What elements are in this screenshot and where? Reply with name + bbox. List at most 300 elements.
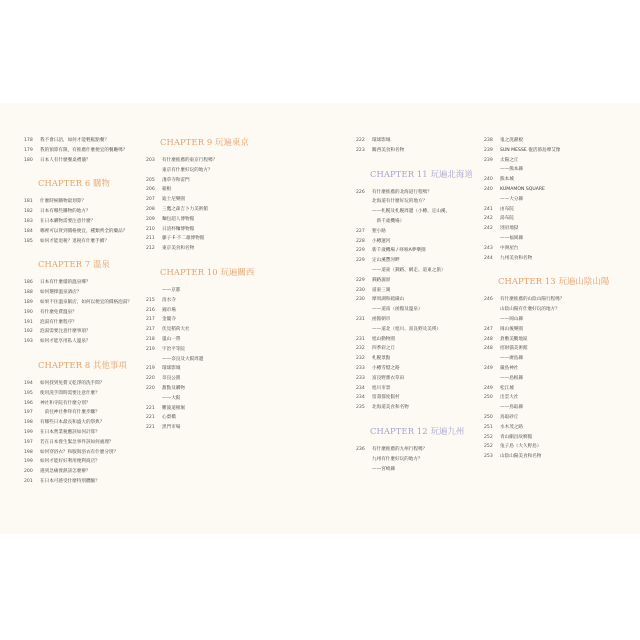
toc-entry-text: 麵包超人博物館 [162, 216, 195, 222]
toc-entry [356, 266, 474, 276]
toc-page-number: 188 [24, 290, 33, 296]
toc-entry [356, 374, 474, 384]
toc-page-number: 248 [484, 346, 493, 352]
toc-entry [24, 227, 142, 237]
toc-page-number: 198 [24, 420, 33, 426]
toc-page-number: 234 [356, 395, 365, 401]
toc-page-number: 251 [484, 424, 493, 430]
toc-entry-text: 有什麼推薦的東京行程嗎？ [162, 158, 218, 163]
toc-page-number: 215 [146, 297, 155, 303]
toc-entry-text: 我的預算有限，有推薦什麼便宜的餐廳嗎？ [40, 147, 128, 153]
toc-entry [24, 278, 142, 288]
toc-entry-text: 新千歲機場 / 哆啦A夢樂園 [372, 248, 426, 254]
toc-entry [356, 237, 474, 247]
toc-entry [24, 438, 142, 448]
toc-entry [146, 384, 264, 394]
toc-page-number: 230 [356, 287, 365, 293]
toc-entry [146, 394, 264, 404]
toc-entry [146, 234, 264, 244]
toc-entry-text: 青山剛昌故鄉館 [500, 434, 533, 440]
toc-page-number: 222 [356, 138, 365, 143]
toc-entry-text: 有什麼推薦的山陰山陽行程嗎？ [500, 297, 565, 303]
toc-entry [484, 146, 602, 156]
toc-entry [146, 335, 264, 345]
chapter-11-heading: CHAPTER 11 玩遍北海道 [370, 168, 473, 179]
toc-entry-text: 日本有哪些購物的地方？ [40, 209, 91, 215]
toc-entry-text: 富良野薰衣草田 [372, 375, 405, 381]
toc-entry [146, 286, 264, 296]
toc-entry-text: 甜點及購物 [162, 385, 185, 391]
toc-entry [484, 195, 602, 205]
toc-entry [24, 477, 142, 487]
toc-entry [356, 465, 474, 475]
toc-entry [484, 315, 602, 325]
toc-page-number: 178 [24, 138, 33, 143]
toc-entry [146, 374, 264, 384]
toc-page-number: 198 [24, 449, 33, 455]
toc-entry [484, 305, 602, 315]
toc-page-number: 219 [146, 366, 155, 372]
toc-entry-text: 倉敷美觀地區 [500, 336, 528, 342]
toc-entry [484, 254, 602, 264]
toc-page-number: 189 [24, 299, 33, 305]
toc-entry [356, 344, 474, 354]
toc-entry [356, 305, 474, 315]
toc-page-number: 218 [146, 336, 155, 342]
toc-entry [356, 455, 474, 465]
toc-page-number: 238 [484, 138, 493, 143]
toc-entry [146, 306, 264, 316]
toc-entry [24, 156, 142, 166]
toc-page-number: 223 [356, 147, 365, 153]
toc-entry [24, 428, 142, 438]
toc-page-number: 183 [24, 218, 33, 224]
toc-entry [484, 354, 602, 364]
toc-entry-text: 嵐山一帶 [162, 336, 181, 342]
toc-entry-text: ——札幌及札幌周邊（小樽、定山溪、 [372, 209, 451, 215]
toc-entry [24, 217, 142, 227]
toc-page-number: 199 [24, 429, 33, 435]
toc-group-6-end [24, 136, 142, 165]
toc-entry-text: 什麼時候購物最划算？ [40, 199, 86, 205]
toc-entry [24, 448, 142, 458]
toc-entry [484, 374, 602, 384]
toc-entry-text: ——鳥取縣 [500, 405, 523, 411]
toc-page-number: 240 [484, 177, 493, 183]
toc-entry [484, 433, 602, 443]
toc-page-number: 239 [484, 157, 493, 163]
toc-page-number: 229 [356, 277, 365, 283]
toc-page-number: 205 [146, 177, 155, 183]
toc-entry [356, 295, 474, 305]
toc-entry [146, 205, 264, 215]
toc-entry [484, 364, 602, 374]
toc-entry-text: 藤子·F·不二雄博物館 [162, 236, 205, 242]
toc-entry [484, 165, 602, 175]
toc-entry-text: 松江城 [500, 385, 514, 391]
toc-page-number: 182 [24, 209, 33, 215]
toc-page-number: 220 [146, 385, 155, 391]
toc-page-number: 220 [146, 376, 155, 382]
toc-entry [356, 217, 474, 227]
toc-entry [356, 384, 474, 394]
toc-entry-text: 泡湯有什麼程序？ [40, 319, 77, 325]
toc-entry-text: 如何選擇溫泉酒店？ [40, 290, 82, 296]
toc-entry-text: 日本人有什麼餐桌禮儀？ [40, 157, 91, 163]
toc-page-number: 191 [24, 319, 33, 325]
toc-entry-text: 如何穿浴衣？和服與浴衣有什麼分別？ [40, 449, 119, 455]
toc-entry-text: 由布院 [500, 206, 514, 212]
toc-page-number: 217 [146, 327, 155, 333]
toc-entry [146, 215, 264, 225]
toc-entry-text: 如何才能享用私人溫泉？ [40, 339, 91, 345]
toc-entry [356, 364, 474, 374]
toc-page-number: 184 [24, 228, 33, 234]
toc-page-number: 221 [146, 405, 155, 411]
toc-entry-text: 岡山後樂園 [500, 326, 523, 332]
toc-entry [146, 244, 264, 254]
toc-entry-text: ——福岡縣 [500, 235, 523, 241]
toc-page-number: 193 [24, 339, 33, 345]
toc-page-number: 217 [146, 317, 155, 323]
toc-page-number: 233 [356, 375, 365, 381]
toc-entry [24, 308, 142, 318]
toc-entry-text: 如何才能好好利用便利商店？ [40, 459, 100, 465]
toc-entry [146, 364, 264, 374]
toc-entry-text: 難波道頓堀 [162, 405, 185, 411]
toc-entry-text: 鳥取砂丘 [500, 414, 519, 420]
toc-group-chapter-13 [484, 295, 602, 462]
toc-entry [24, 237, 142, 247]
toc-entry-text: 九州有什麼好玩的地方？ [372, 456, 423, 462]
toc-entry-text: 札幌景點 [372, 356, 391, 362]
toc-entry [484, 393, 602, 403]
toc-entry-text: 北海道有什麼好玩的地方？ [372, 199, 428, 205]
toc-entry [146, 156, 264, 166]
toc-entry-text: 金閣寺 [162, 317, 176, 323]
toc-entry [484, 156, 602, 166]
toc-page-number: 185 [24, 238, 33, 244]
toc-group-chapter-12 [356, 445, 474, 474]
toc-entry [484, 185, 602, 195]
toc-page-number: 186 [24, 280, 33, 286]
toc-page-number: 208 [146, 206, 155, 212]
toc-entry [24, 327, 142, 337]
toc-entry [356, 197, 474, 207]
toc-entry-text: 在日本購物需要注意什麼？ [40, 218, 96, 224]
toc-entry [356, 393, 474, 403]
toc-entry-text: 日清杯麵博物館 [162, 226, 195, 232]
toc-entry-text: 淺草寺和雷門 [162, 177, 190, 183]
toc-page-number: 190 [24, 309, 33, 315]
toc-entry-text: ——大分縣 [500, 196, 523, 202]
toc-column-2 [146, 136, 264, 433]
toc-entry [356, 403, 474, 413]
toc-page-number: 229 [356, 248, 365, 254]
toc-page-number: 247 [484, 326, 493, 332]
toc-entry [356, 335, 474, 345]
toc-page-number: 196 [24, 400, 33, 406]
toc-entry-text: 奈良公園 [162, 376, 181, 382]
toc-entry-text: 出雲大社 [500, 395, 519, 401]
toc-page-number: 248 [484, 336, 493, 342]
toc-entry [24, 467, 142, 477]
toc-page-number: 197 [24, 439, 33, 445]
toc-page-number: 229 [356, 258, 365, 264]
toc-entry-text: 宇治平等院 [162, 346, 185, 352]
toc-entry-text: KUMAMON SQUARE [500, 186, 545, 192]
toc-entry [356, 286, 474, 296]
toc-entry [356, 207, 474, 217]
toc-page-number: 252 [484, 444, 493, 450]
toc-page-number: 180 [24, 157, 33, 163]
toc-entry [484, 384, 602, 394]
chapter-9-heading: CHAPTER 9 玩遍東京 [160, 137, 249, 147]
toc-entry-text: 北海道美食和名物 [372, 405, 409, 411]
toc-page-number: 246 [484, 297, 493, 303]
toc-entry-text: ——道北（旭川、富良野及美瑛） [372, 326, 441, 332]
toc-entry-text: 三鷹之森吉卜力美術館 [162, 206, 208, 212]
toc-page-number: 244 [484, 255, 493, 261]
toc-page-number: 242 [484, 226, 493, 232]
toc-page-number: 216 [146, 307, 155, 313]
toc-entry [146, 325, 264, 335]
toc-page-number: 249 [484, 385, 493, 391]
toc-entry-text: 摩周湖和硫磺山 [372, 297, 405, 303]
toc-entry-text: 黑門市場 [162, 425, 181, 431]
toc-page-number: 253 [484, 454, 493, 460]
toc-entry-text: 泡湯需要注意什麼事項？ [40, 329, 91, 335]
toc-entry-text: 別府地獄 [500, 226, 519, 232]
toc-entry [24, 288, 142, 298]
toc-entry-text: ——大阪 [162, 395, 181, 401]
toc-entry-text: 關西美食和名物 [372, 147, 405, 153]
toc-group-chapter-9 [146, 156, 264, 254]
toc-entry-text: 迪士尼樂園 [162, 197, 185, 203]
toc-entry [356, 188, 474, 198]
toc-entry [24, 379, 142, 389]
toc-entry [146, 404, 264, 414]
toc-entry [356, 325, 474, 335]
toc-page-number: 236 [356, 446, 365, 452]
toc-entry [146, 315, 264, 325]
toc-entry-text: 心齋橋 [162, 415, 176, 421]
toc-entry [24, 298, 142, 308]
toc-entry-text: ——奈良及大阪周邊 [162, 356, 204, 362]
toc-group-chapter-6 [24, 197, 142, 246]
toc-entry-text: 在日本營業稅應該如何計算？ [40, 429, 100, 435]
toc-entry-text: ——島根縣 [500, 375, 523, 381]
toc-group-chapter-10-end [356, 136, 474, 156]
toc-entry [24, 337, 142, 347]
toc-entry-text: ——道南（函館及溫泉） [372, 307, 423, 313]
toc-page-number: 235 [356, 405, 365, 411]
toc-entry-text: 有什麼免費溫泉？ [40, 309, 77, 315]
toc-entry-text: 如何才能退稅？退稅有什麼手續？ [40, 238, 109, 244]
toc-page-number: 195 [24, 390, 33, 396]
toc-entry [146, 176, 264, 186]
toc-entry [484, 244, 602, 254]
toc-entry [484, 214, 602, 224]
toc-entry [146, 296, 264, 306]
toc-entry [484, 452, 602, 462]
toc-entry-text: 定山溪豐河畔 [372, 258, 400, 264]
toc-group-chapter-7 [24, 278, 142, 347]
toc-entry-text: 鬼之洗濯板 [500, 138, 523, 143]
toc-page-number: 192 [24, 329, 33, 335]
toc-entry-text: 有哪些日本最長和盛大的祭典？ [40, 420, 105, 426]
chapter-6-heading: CHAPTER 6 購物 [38, 178, 111, 189]
toc-entry [146, 166, 264, 176]
toc-page-number: 232 [356, 356, 365, 362]
toc-entry-text: 招財貓美術館 [500, 346, 528, 352]
toc-entry-text: 小樽雪燈之路 [372, 365, 400, 371]
toc-group-chapter-8 [24, 379, 142, 487]
chapter-10-heading: CHAPTER 10 玩遍關西 [160, 266, 255, 277]
toc-page-number: 194 [24, 380, 33, 386]
toc-entry-text: 山陰山陽美食和名物 [500, 454, 542, 460]
toc-entry-text: 有什麼推薦的北海道行程嗎？ [372, 189, 432, 195]
toc-entry-text: ——岡山縣 [500, 316, 523, 322]
toc-entry-text: 環球影城 [372, 138, 391, 143]
toc-entry [146, 345, 264, 355]
toc-entry-text: 哪裡可以買到價格便宜，種類齊全的藥品？ [40, 228, 128, 234]
toc-entry [24, 146, 142, 156]
toc-page-number: 221 [146, 425, 155, 431]
toc-page-number: 201 [24, 478, 33, 484]
toc-page-number: 231 [356, 316, 365, 322]
toc-entry [356, 354, 474, 364]
toc-entry [24, 389, 142, 399]
toc-entry [24, 418, 142, 428]
toc-entry [146, 225, 264, 235]
toc-entry [24, 318, 142, 328]
toc-group-chapter-11 [356, 188, 474, 413]
toc-entry [24, 207, 142, 217]
toc-page-number: 219 [146, 346, 155, 352]
toc-entry [356, 146, 474, 156]
book-spread [0, 103, 640, 534]
toc-entry-text: 環球影城 [162, 366, 181, 372]
toc-entry-text: ——廣島縣 [500, 356, 523, 362]
toc-entry [24, 457, 142, 467]
toc-entry [484, 234, 602, 244]
toc-entry-text: 遇到急痛發熱該怎麼辦？ [40, 469, 91, 475]
toc-page-number: 179 [24, 147, 33, 153]
toc-page-number: 243 [484, 245, 493, 251]
toc-column-3 [356, 136, 474, 474]
toc-entry [146, 423, 264, 433]
toc-entry [146, 413, 264, 423]
toc-entry-text: 太陽之丘 [500, 157, 519, 163]
toc-entry [484, 413, 602, 423]
toc-entry [484, 224, 602, 234]
toc-page-number: 212 [146, 246, 155, 252]
toc-page-number: 250 [484, 395, 493, 401]
chapter-13-heading: CHAPTER 13 玩遍山陰山陽 [498, 276, 610, 287]
toc-page-number: 181 [24, 199, 33, 205]
toc-page-number: 228 [356, 238, 365, 244]
toc-entry-text: 使用洗手間時需要注意什麼？ [40, 390, 100, 396]
toc-entry-text: 中洲屋台 [500, 245, 519, 251]
toc-entry [24, 408, 142, 418]
chapter-7-heading: CHAPTER 7 溫泉 [38, 259, 111, 270]
toc-entry-text: 新千歲機場） [372, 218, 405, 224]
toc-page-number: 252 [484, 434, 493, 440]
toc-entry [356, 315, 474, 325]
toc-entry-text: 伏見稻荷大社 [162, 327, 190, 333]
toc-entry-text: 水木茂之路 [500, 424, 523, 430]
toc-entry-text: 旭山動物園 [372, 336, 395, 342]
toc-entry-text: 四季彩之丘 [372, 346, 395, 352]
toc-entry-text: 清水寺 [162, 297, 176, 303]
chapter-8-heading: CHAPTER 8 其他事項 [38, 359, 127, 370]
toc-column-4 [484, 136, 610, 462]
toc-page-number: 230 [356, 297, 365, 303]
toc-entry [484, 335, 602, 345]
toc-page-number: 221 [146, 415, 155, 421]
toc-entry-text: 函館朝市 [372, 316, 391, 322]
toc-entry [484, 205, 602, 215]
toc-page-number: 231 [356, 336, 365, 342]
toc-entry [146, 185, 264, 195]
chapter-12-heading: CHAPTER 12 玩遍九州 [370, 425, 465, 436]
toc-entry [24, 136, 142, 146]
toc-entry [484, 175, 602, 185]
toc-page-number: 203 [146, 158, 155, 163]
toc-entry-text: ——道東（釧路、網走、道東之旅） [372, 267, 446, 273]
toc-entry [356, 136, 474, 146]
toc-entry [484, 423, 602, 433]
toc-entry [356, 227, 474, 237]
toc-page-number: 209 [146, 216, 155, 222]
toc-entry-text: 我不會日語，如何才能輕鬆點餐？ [40, 138, 109, 143]
toc-entry [146, 195, 264, 205]
toc-page-number: 226 [356, 189, 365, 195]
toc-entry-text: 如何找到免費又乾淨的洗手間？ [40, 380, 105, 386]
toc-entry-text: 神社和寺院有什麼分別？ [40, 400, 91, 406]
toc-entry [356, 276, 474, 286]
toc-entry [24, 399, 142, 409]
toc-entry-text: 如果不住溫泉飯店，如何以便宜的價格泡湯？ [40, 299, 132, 305]
toc-entry-text: 山陰山陽有什麼好玩的地方？ [500, 307, 560, 313]
toc-page-number: 250 [484, 414, 493, 420]
toc-page-number: 240 [484, 186, 493, 192]
toc-entry [146, 355, 264, 365]
toc-entry-text: 兔子島（大久野島） [500, 444, 542, 450]
toc-entry [484, 403, 602, 413]
toc-page-number: 206 [146, 187, 155, 193]
toc-page-number: 234 [356, 385, 365, 391]
toc-page-number: 210 [146, 226, 155, 232]
toc-entry [484, 442, 602, 452]
toc-page-number: 232 [356, 346, 365, 352]
toc-entry-text: 道東三湖 [372, 287, 391, 293]
toc-page-number: 207 [146, 197, 155, 203]
toc-entry-text: 在日本可感受什麼特別體驗？ [40, 478, 100, 484]
toc-group-chapter-10 [146, 286, 264, 433]
toc-entry-text: 留壽都度假村 [372, 395, 400, 401]
toc-page-number: 197 [24, 410, 33, 416]
toc-entry [484, 136, 602, 146]
toc-entry [356, 445, 474, 455]
toc-page-number: 241 [484, 206, 493, 212]
toc-entry-text: 東京有什麼好玩的地方？ [162, 167, 213, 173]
toc-group-chapter-12-end [484, 136, 602, 263]
toc-entry-text: 釧路濕原 [372, 277, 391, 283]
toc-entry-text: 日本有什麼樣的溫泉鄉？ [40, 280, 91, 286]
toc-entry [484, 344, 602, 354]
